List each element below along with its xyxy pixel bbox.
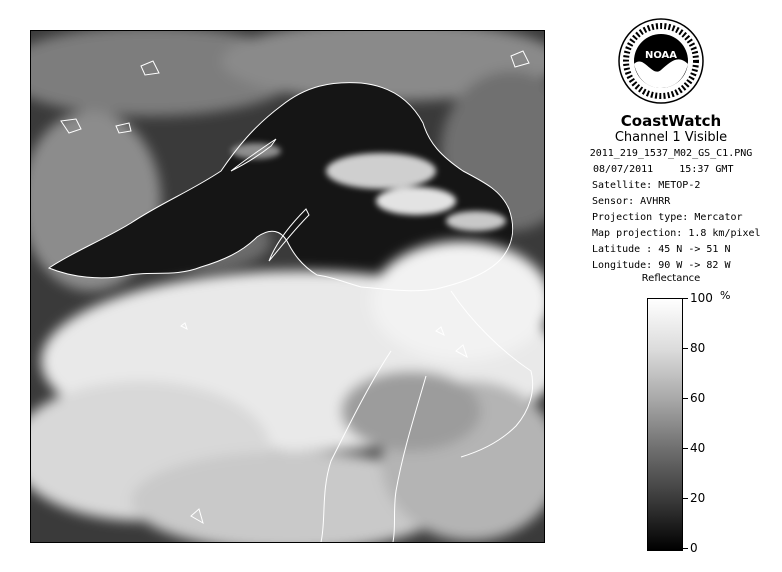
colorbar-tick — [683, 398, 688, 399]
colorbar-tick-label: 100 — [690, 291, 713, 305]
colorbar-title: Reflectance — [641, 273, 701, 284]
colorbar-unit: % — [720, 289, 731, 302]
longitude-range-label: Longitude: 90 W -> 82 W — [592, 260, 731, 271]
map-projection-label: Map projection: 1.8 km/pixel — [592, 228, 761, 239]
image-filename: 2011_219_1537_M02_GS_C1.PNG — [589, 148, 753, 159]
acquisition-time: 15:37 GMT — [679, 164, 734, 175]
colorbar-tick — [683, 298, 688, 299]
colorbar-tick — [683, 448, 688, 449]
colorbar-tick-label: 20 — [690, 491, 706, 505]
satellite-map[interactable] — [30, 30, 545, 543]
channel-subtitle: Channel 1 Visible — [614, 130, 728, 145]
acquisition-datetime — [593, 164, 733, 175]
reflectance-colorbar — [647, 298, 683, 551]
satellite-label: Satellite: METOP-2 — [592, 180, 701, 191]
sensor-label: Sensor: AVHRR — [592, 196, 671, 207]
noaa-logo — [618, 18, 704, 104]
colorbar-tick — [683, 548, 688, 549]
app-title: CoastWatch — [620, 112, 722, 130]
colorbar-tick-label: 0 — [690, 541, 698, 555]
projection-type-label: Projection type: Mercator — [592, 212, 743, 223]
latitude-range-label: Latitude : 45 N -> 51 N — [592, 244, 731, 255]
colorbar-tick — [683, 348, 688, 349]
colorbar-tick-label: 40 — [690, 441, 706, 455]
acquisition-date: 08/07/2011 — [593, 164, 654, 175]
colorbar-tick — [683, 498, 688, 499]
colorbar-tick-label: 80 — [690, 341, 706, 355]
satellite-image — [31, 31, 544, 542]
colorbar-tick-label: 60 — [690, 391, 706, 405]
logo-text: NOAA — [644, 50, 678, 61]
